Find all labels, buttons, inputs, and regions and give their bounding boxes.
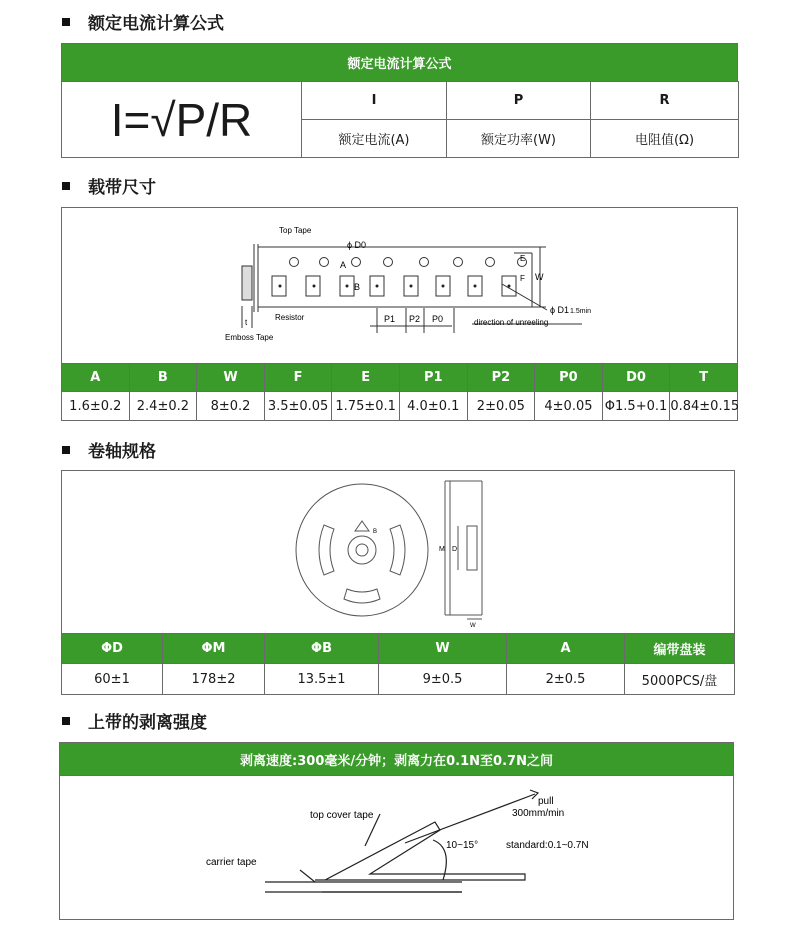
tape-header-cell-0: A: [62, 364, 130, 392]
label-d1: ϕ D1: [550, 305, 570, 315]
peel-header: 剥离速度:300毫米/分钟；剥离力在0.1N至0.7N之间: [59, 742, 734, 776]
tape-value-cell-9: 0.84±0.15: [670, 392, 738, 421]
reel-value-cell-5: 5000PCS/盘: [625, 664, 735, 695]
label-pull: pull: [538, 796, 554, 807]
formula-table: [61, 81, 739, 158]
peel-diagram-box: [59, 775, 734, 920]
tape-header-cell-5: P1: [399, 364, 467, 392]
label-t: t: [245, 318, 248, 327]
label-d1-note: 1.5min: [570, 308, 592, 315]
reel-header-cell-1: ΦM: [163, 634, 265, 664]
reel-header-cell-2: ΦB: [265, 634, 379, 664]
label-resistor: Resistor: [275, 313, 305, 322]
reel-diagram: [62, 471, 734, 633]
col-sym-r: R: [591, 82, 739, 120]
label-speed: 300mm/min: [512, 808, 565, 819]
reel-header-cell-4: A: [507, 634, 625, 664]
label-p2: P2: [409, 314, 421, 324]
section-title-tape: 载带尺寸: [62, 173, 156, 198]
tape-value-cell-3: 3.5±0.05: [264, 392, 332, 421]
reel-diagram-box: [61, 470, 735, 634]
label-direction: direction of unreeling: [474, 318, 549, 327]
col-desc-i: 额定电流(A): [302, 120, 447, 158]
label-w: W: [535, 272, 544, 282]
peel-diagram: [60, 776, 733, 919]
section-title-reel: 卷轴规格: [62, 437, 156, 462]
label-d0: ϕ D0: [347, 240, 367, 250]
label-carrier: carrier tape: [206, 857, 257, 868]
col-desc-p: 额定功率(W): [447, 120, 591, 158]
tape-value-cell-7: 4±0.05: [535, 392, 603, 421]
reel-value-cell-4: 2±0.5: [507, 664, 625, 695]
reel-header-cell-0: ΦD: [62, 634, 163, 664]
reel-spec-table: [61, 633, 735, 695]
bullet-square-icon: [62, 182, 70, 190]
label-reel-b: B: [373, 529, 378, 535]
label-a: A: [340, 260, 347, 270]
formula-table-header: 额定电流计算公式: [61, 43, 738, 82]
tape-header-cell-6: P2: [467, 364, 535, 392]
tape-diagram-box: [61, 207, 738, 365]
reel-header-cell-5: 编带盘装: [625, 634, 735, 664]
label-reel-d: D: [452, 546, 458, 553]
tape-dimension-table: [61, 363, 738, 421]
label-p0: P0: [432, 314, 444, 324]
tape-header-cell-3: F: [264, 364, 332, 392]
label-top-tape: Top Tape: [279, 226, 312, 235]
section-title-formula: 额定电流计算公式: [62, 9, 224, 34]
tape-value-cell-1: 2.4±0.2: [129, 392, 197, 421]
col-desc-r: 电阻值(Ω): [591, 120, 739, 158]
tape-value-cell-0: 1.6±0.2: [62, 392, 130, 421]
formula-text: I=√P/R: [62, 82, 302, 158]
reel-value-cell-2: 13.5±1: [265, 664, 379, 695]
label-p1: P1: [384, 314, 396, 324]
bullet-square-icon: [62, 717, 70, 725]
label-f: F: [520, 274, 525, 283]
label-top-cover: top cover tape: [310, 810, 374, 821]
tape-value-cell-5: 4.0±0.1: [399, 392, 467, 421]
label-standard: standard:0.1~0.7N: [506, 840, 589, 851]
col-sym-p: P: [447, 82, 591, 120]
tape-header-cell-7: P0: [535, 364, 603, 392]
tape-value-cell-6: 2±0.05: [467, 392, 535, 421]
label-emboss: Emboss Tape: [225, 333, 274, 342]
reel-value-cell-1: 178±2: [163, 664, 265, 695]
tape-header-cell-1: B: [129, 364, 197, 392]
label-reel-m: M: [439, 546, 445, 553]
reel-value-cell-3: 9±0.5: [379, 664, 507, 695]
tape-header-cell-9: T: [670, 364, 738, 392]
tape-header-cell-8: D0: [602, 364, 670, 392]
tape-value-cell-2: 8±0.2: [197, 392, 265, 421]
tape-value-cell-4: 1.75±0.1: [332, 392, 400, 421]
tape-diagram: [62, 208, 737, 364]
bullet-square-icon: [62, 18, 70, 26]
label-reel-w: W: [470, 623, 476, 629]
label-b: B: [354, 282, 361, 292]
label-angle: 10~15°: [446, 840, 479, 851]
tape-header-cell-4: E: [332, 364, 400, 392]
reel-header-cell-3: W: [379, 634, 507, 664]
tape-value-cell-8: Φ1.5+0.1: [602, 392, 670, 421]
bullet-square-icon: [62, 446, 70, 454]
reel-value-cell-0: 60±1: [62, 664, 163, 695]
section-title-peel: 上带的剥离强度: [62, 708, 207, 733]
tape-header-cell-2: W: [197, 364, 265, 392]
col-sym-i: I: [302, 82, 447, 120]
label-e: E: [520, 254, 526, 263]
